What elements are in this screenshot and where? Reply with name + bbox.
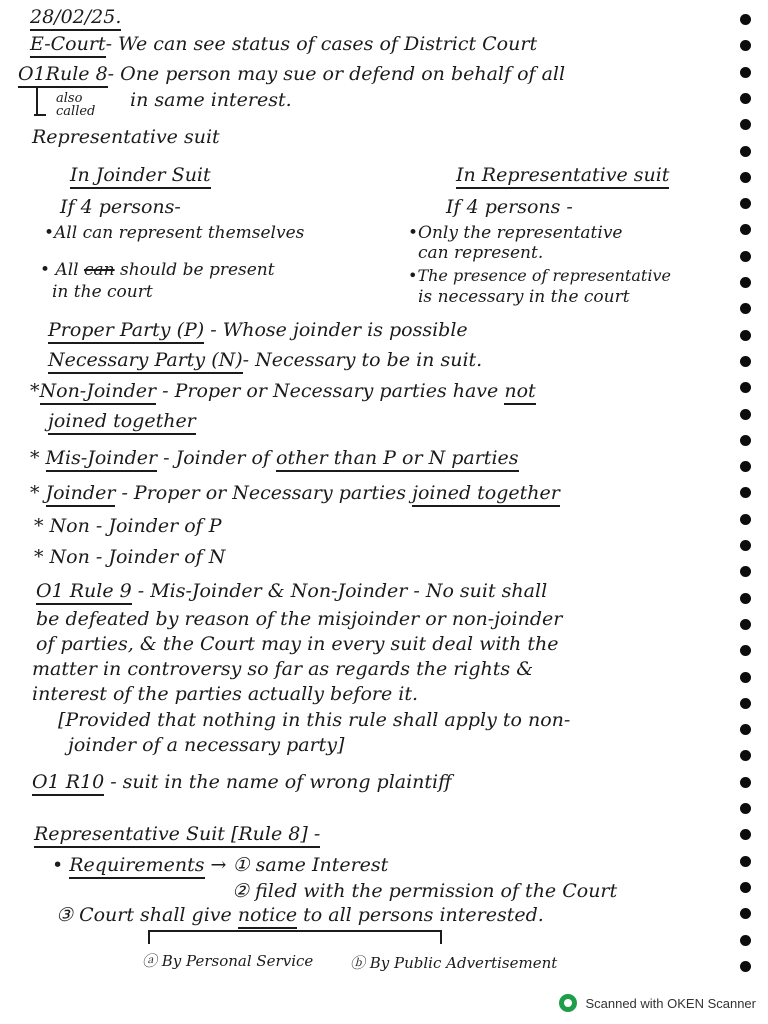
binding-hole xyxy=(740,672,751,683)
scanner-text: Scanned with OKEN Scanner xyxy=(585,995,756,1011)
ecourt-term: E-Court xyxy=(30,33,106,58)
spiral-binding-holes xyxy=(740,14,754,989)
binding-hole xyxy=(740,566,751,577)
requirements-line: • Requirements → ① same Interest xyxy=(52,854,388,876)
rule9-text-4: matter in controversy so far as regards the rights & xyxy=(32,658,534,680)
binding-hole xyxy=(740,829,751,840)
rep-suit-heading: In Representative suit xyxy=(456,164,669,186)
binding-hole xyxy=(740,146,751,157)
binding-hole xyxy=(740,750,751,761)
rule8-desc: - One person may sue or defend on behalf of all xyxy=(107,63,566,85)
binding-hole xyxy=(740,593,751,604)
binding-hole xyxy=(740,461,751,472)
binding-hole xyxy=(740,724,751,735)
down-arrow-icon xyxy=(36,88,38,116)
notice-branch-brace xyxy=(148,930,442,944)
binding-hole xyxy=(740,40,751,51)
rep-point-2: •The presence of representative xyxy=(408,266,671,285)
binding-hole xyxy=(740,224,751,235)
nonjoinder-line: *Non-Joinder - Proper or Necessary parties have not xyxy=(30,380,536,402)
binding-hole xyxy=(740,435,751,446)
binding-hole xyxy=(740,303,751,314)
binding-hole xyxy=(740,487,751,498)
rule9-proviso-cont: joinder of a necessary party] xyxy=(68,734,345,756)
requirement-2: ② filed with the permission of the Court xyxy=(232,880,618,902)
rep-persons: If 4 persons - xyxy=(446,196,573,218)
ecourt-line xyxy=(30,33,537,55)
also-called: also called xyxy=(56,91,96,119)
rep-suit-rule8-heading: Representative Suit [Rule 8] - xyxy=(34,823,320,845)
scanner-watermark xyxy=(559,994,756,1012)
nonjoinder-n: * Non - Joinder of N xyxy=(34,546,226,568)
joinder-point-2: • All can should be present xyxy=(40,260,275,280)
binding-hole xyxy=(740,356,751,367)
proper-party-line: Proper Party (P) - Whose joinder is possible xyxy=(48,319,468,341)
binding-hole xyxy=(740,856,751,867)
service-option-b: ⓑ By Public Advertisement xyxy=(350,954,558,972)
binding-hole xyxy=(740,882,751,893)
oken-scanner-logo-icon xyxy=(559,994,577,1012)
rule9-text-3: of parties, & the Court may in every suit deal with the xyxy=(36,633,559,655)
binding-hole xyxy=(740,803,751,814)
binding-hole xyxy=(740,698,751,709)
binding-hole xyxy=(740,935,751,946)
same-interest: in same interest. xyxy=(130,89,292,111)
joinder-suit-heading: In Joinder Suit xyxy=(70,164,211,186)
binding-hole xyxy=(740,119,751,130)
joinder-line: * Joinder - Proper or Necessary parties joined together xyxy=(30,482,560,504)
binding-hole xyxy=(740,14,751,25)
rule8-term: O1Rule 8 xyxy=(18,63,108,88)
rule8-line xyxy=(18,63,565,85)
binding-hole xyxy=(740,251,751,262)
binding-hole xyxy=(740,645,751,656)
binding-hole xyxy=(740,514,751,525)
binding-hole xyxy=(740,198,751,209)
nonjoinder-p: * Non - Joinder of P xyxy=(34,515,222,537)
representative-suit-label: Representative suit xyxy=(32,126,220,148)
date: 28/02/25. xyxy=(30,6,121,28)
joinder-point-1: •All can represent themselves xyxy=(44,223,305,243)
binding-hole xyxy=(740,67,751,78)
binding-hole xyxy=(740,382,751,393)
rule10-line: O1 R10 - suit in the name of wrong plaintiff xyxy=(32,771,452,793)
rep-point-2-cont: is necessary in the court xyxy=(418,287,630,307)
binding-hole xyxy=(740,277,751,288)
rule9-line: O1 Rule 9 - Mis-Joinder & Non-Joinder - No suit shall xyxy=(36,580,547,602)
binding-hole xyxy=(740,330,751,341)
rule9-text-2: be defeated by reason of the misjoinder or non-joinder xyxy=(36,608,563,630)
ecourt-desc: - We can see status of cases of District Court xyxy=(105,33,538,55)
binding-hole xyxy=(740,172,751,183)
binding-hole xyxy=(740,777,751,788)
binding-hole xyxy=(740,908,751,919)
rep-point-1-cont: can represent. xyxy=(418,243,544,263)
nonjoinder-cont: joined together xyxy=(48,410,196,432)
joinder-point-2-cont: in the court xyxy=(52,282,153,302)
rep-point-1: •Only the representative xyxy=(408,223,623,243)
rule9-text-5: interest of the parties actually before it. xyxy=(32,683,419,705)
binding-hole xyxy=(740,409,751,420)
service-option-a: ⓐ By Personal Service xyxy=(142,952,314,970)
binding-hole xyxy=(740,93,751,104)
joinder-persons: If 4 persons- xyxy=(60,196,181,218)
binding-hole xyxy=(740,540,751,551)
misjoinder-line: * Mis-Joinder - Joinder of other than P or N parties xyxy=(30,447,519,469)
necessary-party-line: Necessary Party (N)- Necessary to be in suit. xyxy=(48,349,482,371)
binding-hole xyxy=(740,961,751,972)
requirement-3: ③ Court shall give notice to all persons interested. xyxy=(56,904,544,926)
binding-hole xyxy=(740,619,751,630)
rule9-proviso: [Provided that nothing in this rule shall apply to non- xyxy=(58,709,571,731)
